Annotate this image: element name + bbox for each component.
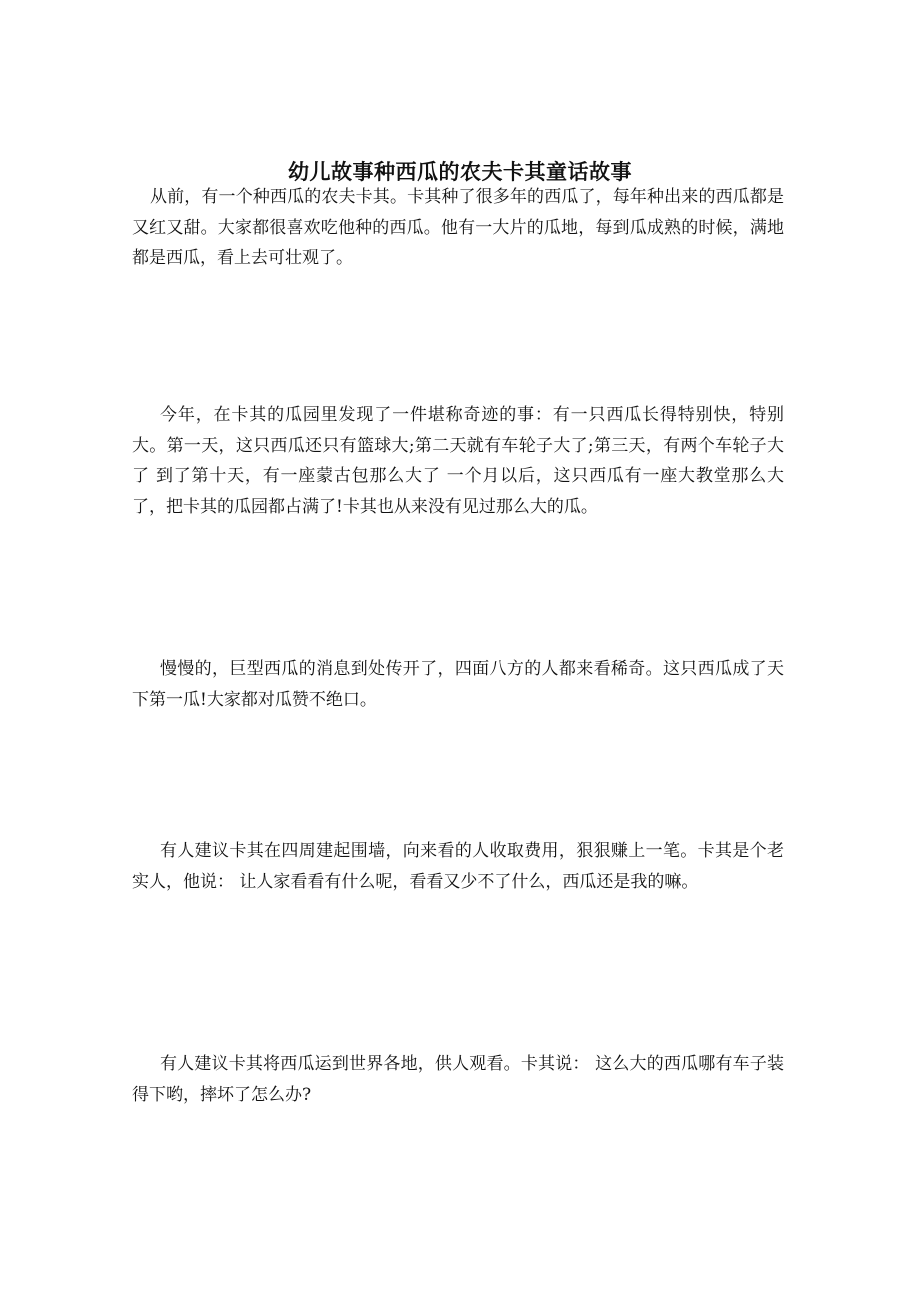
document-title: 幼儿故事种西瓜的农夫卡其童话故事: [288, 159, 632, 185]
paragraph-4: 有人建议卡其在四周建起围墙，向来看的人收取费用，狠狠赚上一笔。卡其是个老实人，他说： 让人家看看有什么呢，看看又少不了什么，西瓜还是我的嘛。: [132, 841, 784, 892]
paragraph-1: 从前，有一个种西瓜的农夫卡其。卡其种了很多年的西瓜了，每年种出来的西瓜都是又红又甜。大家都很喜欢吃他种的西瓜。他有一大片的瓜地，每到瓜成熟的时候，满地都是西瓜，看上去可壮观了。: [132, 187, 784, 268]
paragraph-2: 今年，在卡其的瓜园里发现了一件堪称奇迹的事：有一只西瓜长得特别快，特别大。第一天，这只西瓜还只有篮球大;第二天就有车轮子大了;第三天，有两个车轮子大了 到了第十天，有一座蒙古包那么大了 一个月以后，这只西瓜有一座大教堂那么大了，把卡其的瓜园都占满了!卡其也从来没有见过那么大的瓜。: [132, 405, 784, 517]
paragraph-5: 有人建议卡其将西瓜运到世界各地，供人观看。卡其说： 这么大的西瓜哪有车子装得下哟，摔坏了怎么办?: [132, 1054, 784, 1105]
paragraph-3: 慢慢的，巨型西瓜的消息到处传开了，四面八方的人都来看稀奇。这只西瓜成了天下第一瓜!大家都对瓜赞不绝口。: [132, 659, 784, 710]
